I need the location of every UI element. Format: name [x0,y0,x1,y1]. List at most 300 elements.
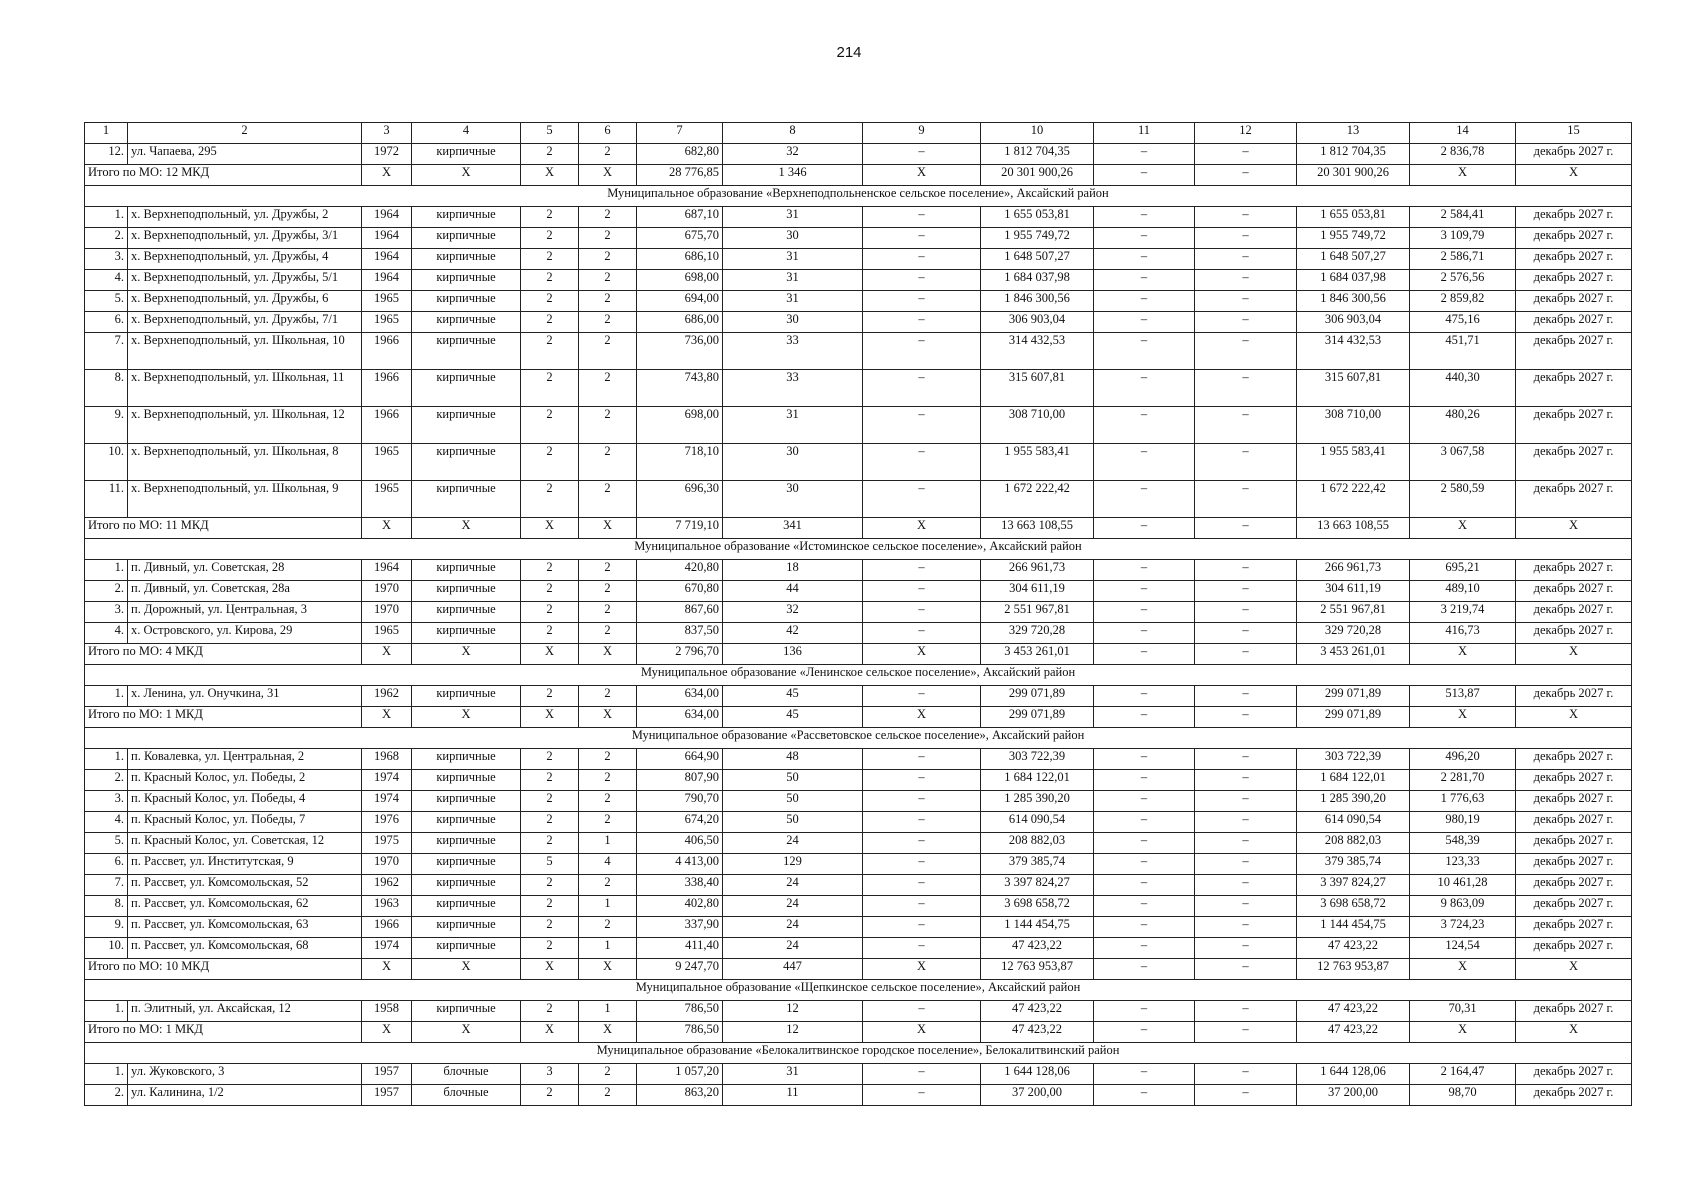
table-cell: 24 [723,938,863,959]
table-row [85,144,1632,165]
table-cell: 306 903,04 [1297,312,1410,333]
table-cell: – [863,602,981,623]
table-cell: декабрь 2027 г. [1516,791,1632,812]
table-cell: 2 [579,144,637,165]
table-cell: 2 [579,249,637,270]
table-cell: – [863,228,981,249]
table-cell: 7. [85,875,128,896]
table-cell: – [863,249,981,270]
address-cell: х. Верхнеподпольный, ул. Дружбы, 3/1 [128,228,362,249]
table-cell: 1 846 300,56 [981,291,1094,312]
table-cell: 2 [521,144,579,165]
table-cell: 208 882,03 [1297,833,1410,854]
table-cell: декабрь 2027 г. [1516,312,1632,333]
table-cell: – [863,560,981,581]
table-cell: 1 776,63 [1410,791,1516,812]
address-cell: п. Красный Колос, ул. Победы, 7 [128,812,362,833]
table-cell: 2 [579,1064,637,1085]
table-cell: кирпичные [412,270,521,291]
table-cell: 1 [579,1001,637,1022]
table-row [85,875,1632,896]
table-body [85,123,1632,1106]
table-cell: кирпичные [412,770,521,791]
total-cell: X [1516,644,1632,665]
table-cell: 306 903,04 [981,312,1094,333]
table-cell: 686,00 [637,312,723,333]
table-cell: 1965 [362,291,412,312]
table-cell: 24 [723,896,863,917]
table-cell: 1. [85,686,128,707]
table-cell: 2 [579,207,637,228]
table-cell: декабрь 2027 г. [1516,333,1632,370]
table-cell: 9 863,09 [1410,896,1516,917]
table-row [85,623,1632,644]
section-title: Муниципальное образование «Ленинское сельское поселение», Аксайский район [85,665,1632,686]
total-cell: X [521,518,579,539]
table-cell: 2 [521,333,579,370]
table-cell: 2 [579,791,637,812]
table-cell: 1 812 704,35 [981,144,1094,165]
table-cell: – [863,333,981,370]
total-cell: – [1195,707,1297,728]
address-cell: х. Верхнеподпольный, ул. Дружбы, 2 [128,207,362,228]
total-label: Итого по МО: 10 МКД [85,959,362,980]
address-cell: п. Рассвет, ул. Институтская, 9 [128,854,362,875]
section-row [85,539,1632,560]
total-cell: X [412,1022,521,1043]
address-cell: п. Красный Колос, ул. Победы, 4 [128,791,362,812]
table-cell: – [863,770,981,791]
table-cell: 3 067,58 [1410,444,1516,481]
table-cell: декабрь 2027 г. [1516,1085,1632,1106]
table-cell: 451,71 [1410,333,1516,370]
table-cell: – [1094,833,1195,854]
table-cell: декабрь 2027 г. [1516,270,1632,291]
table-cell: – [1195,333,1297,370]
table-cell: – [1094,560,1195,581]
section-title: Муниципальное образование «Верхнеподпольненское сельское поселение», Аксайский район [85,186,1632,207]
table-cell: 208 882,03 [981,833,1094,854]
table-cell: кирпичные [412,228,521,249]
total-cell: 13 663 108,55 [981,518,1094,539]
address-cell: ул. Жуковского, 3 [128,1064,362,1085]
table-cell: 1962 [362,686,412,707]
address-cell: х. Верхнеподпольный, ул. Дружбы, 5/1 [128,270,362,291]
table-cell: 1 955 583,41 [1297,444,1410,481]
table-row [85,896,1632,917]
table-cell: декабрь 2027 г. [1516,833,1632,854]
table-cell: 3 109,79 [1410,228,1516,249]
table-row [85,938,1632,959]
address-cell: п. Элитный, ул. Аксайская, 12 [128,1001,362,1022]
table-cell: 1 644 128,06 [1297,1064,1410,1085]
table-cell: – [863,312,981,333]
table-cell: – [1094,144,1195,165]
column-number: 2 [128,123,362,144]
table-cell: 2 [579,602,637,623]
table-cell: 2 [521,686,579,707]
table-row [85,917,1632,938]
table-cell: 329 720,28 [1297,623,1410,644]
table-cell: – [1195,370,1297,407]
table-cell: – [863,749,981,770]
table-cell: 338,40 [637,875,723,896]
column-number: 9 [863,123,981,144]
table-cell: – [1195,812,1297,833]
table-cell: декабрь 2027 г. [1516,623,1632,644]
table-cell: кирпичные [412,623,521,644]
total-cell: X [579,518,637,539]
table-cell: – [1094,407,1195,444]
table-cell: – [1195,833,1297,854]
table-cell: декабрь 2027 г. [1516,1001,1632,1022]
table-cell: – [1094,370,1195,407]
table-cell: – [863,444,981,481]
table-cell: кирпичные [412,581,521,602]
table-cell: – [1094,812,1195,833]
table-row [85,370,1632,407]
table-cell: – [1195,249,1297,270]
table-cell: 3 698 658,72 [1297,896,1410,917]
housing-registry-table [84,122,1632,1106]
table-cell: – [863,791,981,812]
table-cell: 33 [723,370,863,407]
table-cell: 3. [85,602,128,623]
table-cell: 1963 [362,896,412,917]
table-cell: 2 [579,1085,637,1106]
table-cell: 1976 [362,812,412,833]
table-cell: 1965 [362,481,412,518]
total-row [85,959,1632,980]
table-cell: 2 [521,444,579,481]
table-cell: 1 644 128,06 [981,1064,1094,1085]
table-cell: 47 423,22 [1297,1001,1410,1022]
table-cell: 314 432,53 [1297,333,1410,370]
table-cell: кирпичные [412,144,521,165]
column-number: 7 [637,123,723,144]
table-cell: 5 [521,854,579,875]
table-cell: 2 [579,291,637,312]
table-cell: 2 [579,370,637,407]
table-cell: декабрь 2027 г. [1516,228,1632,249]
column-number: 6 [579,123,637,144]
table-cell: 2 [579,623,637,644]
table-cell: 1957 [362,1064,412,1085]
total-cell: 12 763 953,87 [1297,959,1410,980]
table-cell: 2 [579,770,637,791]
table-cell: 1972 [362,144,412,165]
table-cell: 480,26 [1410,407,1516,444]
total-cell: 136 [723,644,863,665]
table-cell: кирпичные [412,1001,521,1022]
table-cell: 1964 [362,249,412,270]
table-cell: 674,20 [637,812,723,833]
total-label: Итого по МО: 4 МКД [85,644,362,665]
table-cell: 807,90 [637,770,723,791]
table-cell: 2 580,59 [1410,481,1516,518]
table-cell: 2 [579,444,637,481]
table-cell: – [1195,481,1297,518]
table-cell: 3 698 658,72 [981,896,1094,917]
table-cell: – [863,854,981,875]
table-cell: 314 432,53 [981,333,1094,370]
table-cell: – [1195,749,1297,770]
table-cell: 1 648 507,27 [1297,249,1410,270]
table-cell: – [1094,917,1195,938]
table-cell: 1 655 053,81 [981,207,1094,228]
total-cell: X [1410,959,1516,980]
table-cell: – [1094,1064,1195,1085]
total-cell: – [1195,165,1297,186]
table-cell: 47 423,22 [981,1001,1094,1022]
total-cell: – [1195,644,1297,665]
table-cell: 2 [521,749,579,770]
table-row [85,407,1632,444]
table-cell: 694,00 [637,291,723,312]
table-cell: 1 [579,938,637,959]
table-cell: 2 [521,207,579,228]
table-cell: – [863,207,981,228]
address-cell: х. Ленина, ул. Онучкина, 31 [128,686,362,707]
table-cell: – [1094,1085,1195,1106]
table-cell: 1. [85,1001,128,1022]
total-row [85,644,1632,665]
table-cell: 266 961,73 [981,560,1094,581]
table-cell: декабрь 2027 г. [1516,370,1632,407]
table-cell: 10 461,28 [1410,875,1516,896]
table-cell: блочные [412,1064,521,1085]
table-cell: 1 285 390,20 [1297,791,1410,812]
section-title: Муниципальное образование «Истоминское сельское поселение», Аксайский район [85,539,1632,560]
table-cell: – [1094,270,1195,291]
table-cell: 266 961,73 [1297,560,1410,581]
total-cell: 20 301 900,26 [1297,165,1410,186]
total-cell: X [1516,1022,1632,1043]
table-cell: 1970 [362,854,412,875]
table-cell: – [1195,144,1297,165]
section-row [85,186,1632,207]
table-cell: – [863,833,981,854]
table-cell: 2 859,82 [1410,291,1516,312]
table-cell: – [1195,1064,1297,1085]
table-cell: 2 836,78 [1410,144,1516,165]
total-cell: 45 [723,707,863,728]
address-cell: х. Верхнеподпольный, ул. Дружбы, 4 [128,249,362,270]
page-number: 214 [836,44,862,61]
table-cell: 1 955 749,72 [981,228,1094,249]
table-cell: 867,60 [637,602,723,623]
table-cell: кирпичные [412,602,521,623]
total-cell: X [412,644,521,665]
table-cell: 420,80 [637,560,723,581]
table-cell: 1974 [362,770,412,791]
table-cell: декабрь 2027 г. [1516,291,1632,312]
table-cell: декабрь 2027 г. [1516,854,1632,875]
table-cell: 98,70 [1410,1085,1516,1106]
table-cell: 2 [521,938,579,959]
column-number: 14 [1410,123,1516,144]
address-cell: п. Рассвет, ул. Комсомольская, 68 [128,938,362,959]
address-cell: х. Верхнеподпольный, ул. Дружбы, 6 [128,291,362,312]
table-cell: 299 071,89 [981,686,1094,707]
total-cell: 299 071,89 [1297,707,1410,728]
table-cell: – [1195,228,1297,249]
table-cell: 4 [579,854,637,875]
table-cell: 1957 [362,1085,412,1106]
table-row [85,207,1632,228]
table-cell: 2 [521,370,579,407]
table-cell: кирпичные [412,686,521,707]
total-cell: X [521,644,579,665]
table-cell: 406,50 [637,833,723,854]
total-cell: – [1094,1022,1195,1043]
table-cell: – [863,291,981,312]
total-cell: X [521,165,579,186]
table-cell: – [1195,770,1297,791]
total-cell: – [1094,518,1195,539]
section-row [85,1043,1632,1064]
total-cell: X [362,1022,412,1043]
table-cell: кирпичные [412,249,521,270]
table-cell: 30 [723,481,863,518]
column-number: 12 [1195,123,1297,144]
total-cell: 299 071,89 [981,707,1094,728]
total-cell: – [1094,707,1195,728]
table-cell: 31 [723,1064,863,1085]
total-row [85,518,1632,539]
table-cell: – [1094,623,1195,644]
table-cell: 2 [521,1085,579,1106]
total-cell: 3 453 261,01 [981,644,1094,665]
table-cell: декабрь 2027 г. [1516,896,1632,917]
table-row [85,291,1632,312]
address-cell: п. Рассвет, ул. Комсомольская, 62 [128,896,362,917]
total-cell: – [1195,1022,1297,1043]
total-cell: X [362,959,412,980]
table-cell: – [863,875,981,896]
total-cell: 7 719,10 [637,518,723,539]
table-cell: – [1094,228,1195,249]
table-cell: 1 285 390,20 [981,791,1094,812]
total-cell: X [521,707,579,728]
section-title: Муниципальное образование «Щепкинское сельское поселение», Аксайский район [85,980,1632,1001]
table-cell: 11. [85,481,128,518]
total-cell: 12 [723,1022,863,1043]
table-cell: – [1195,207,1297,228]
table-cell: 687,10 [637,207,723,228]
table-cell: – [1195,938,1297,959]
table-cell: 2 [521,791,579,812]
address-cell: п. Красный Колос, ул. Победы, 2 [128,770,362,791]
table-cell: 2 [521,623,579,644]
table-cell: – [863,370,981,407]
table-cell: 2 [579,270,637,291]
table-cell: 2 [579,749,637,770]
table-cell: – [1195,312,1297,333]
table-cell: 1965 [362,444,412,481]
table-cell: 1966 [362,370,412,407]
table-cell: 1 672 222,42 [981,481,1094,518]
total-cell: X [579,644,637,665]
table-cell: 2 551 967,81 [1297,602,1410,623]
table-cell: декабрь 2027 г. [1516,749,1632,770]
table-cell: 1 955 583,41 [981,444,1094,481]
table-cell: декабрь 2027 г. [1516,407,1632,444]
table-cell: 548,39 [1410,833,1516,854]
table-cell: 698,00 [637,407,723,444]
section-row [85,728,1632,749]
table-cell: 2. [85,228,128,249]
total-cell: 47 423,22 [981,1022,1094,1043]
table-cell: 33 [723,333,863,370]
table-cell: 1 684 122,01 [981,770,1094,791]
table-cell: 50 [723,770,863,791]
table-cell: – [1094,581,1195,602]
address-cell: п. Красный Колос, ул. Советская, 12 [128,833,362,854]
table-row [85,481,1632,518]
table-cell: – [1094,602,1195,623]
total-label: Итого по МО: 12 МКД [85,165,362,186]
table-cell: декабрь 2027 г. [1516,481,1632,518]
table-cell: – [1094,444,1195,481]
table-cell: 1 812 704,35 [1297,144,1410,165]
address-cell: п. Дивный, ул. Советская, 28 [128,560,362,581]
table-cell: кирпичные [412,875,521,896]
column-number: 10 [981,123,1094,144]
table-cell: 2 [579,407,637,444]
table-cell: 790,70 [637,791,723,812]
table-cell: 24 [723,875,863,896]
table-cell: 5. [85,291,128,312]
total-cell: X [412,707,521,728]
total-cell: X [1410,165,1516,186]
table-cell: – [863,144,981,165]
table-cell: 2 [579,812,637,833]
total-label: Итого по МО: 11 МКД [85,518,362,539]
table-cell: 2 [521,312,579,333]
table-cell: 45 [723,686,863,707]
table-cell: 743,80 [637,370,723,407]
table-cell: – [1195,791,1297,812]
section-title: Муниципальное образование «Белокалитвинское городское поселение», Белокалитвинский район [85,1043,1632,1064]
table-cell: 2 [521,407,579,444]
address-cell: х. Верхнеподпольный, ул. Школьная, 12 [128,407,362,444]
table-cell: 24 [723,917,863,938]
table-cell: 2 281,70 [1410,770,1516,791]
table-cell: 308 710,00 [981,407,1094,444]
address-cell: х. Верхнеподпольный, ул. Школьная, 8 [128,444,362,481]
table-cell: 1974 [362,938,412,959]
table-cell: 614 090,54 [981,812,1094,833]
table-cell: 475,16 [1410,312,1516,333]
total-cell: 9 247,70 [637,959,723,980]
column-number: 8 [723,123,863,144]
table-cell: 670,80 [637,581,723,602]
table-cell: 696,30 [637,481,723,518]
table-cell: 411,40 [637,938,723,959]
table-cell: блочные [412,1085,521,1106]
table-cell: – [1195,560,1297,581]
total-cell: X [579,707,637,728]
total-cell: – [1094,165,1195,186]
table-cell: – [1195,1001,1297,1022]
table-cell: 416,73 [1410,623,1516,644]
column-number: 5 [521,123,579,144]
address-cell: п. Ковалевка, ул. Центральная, 2 [128,749,362,770]
table-cell: – [1195,875,1297,896]
table-cell: 1964 [362,207,412,228]
address-cell: ул. Чапаева, 295 [128,144,362,165]
